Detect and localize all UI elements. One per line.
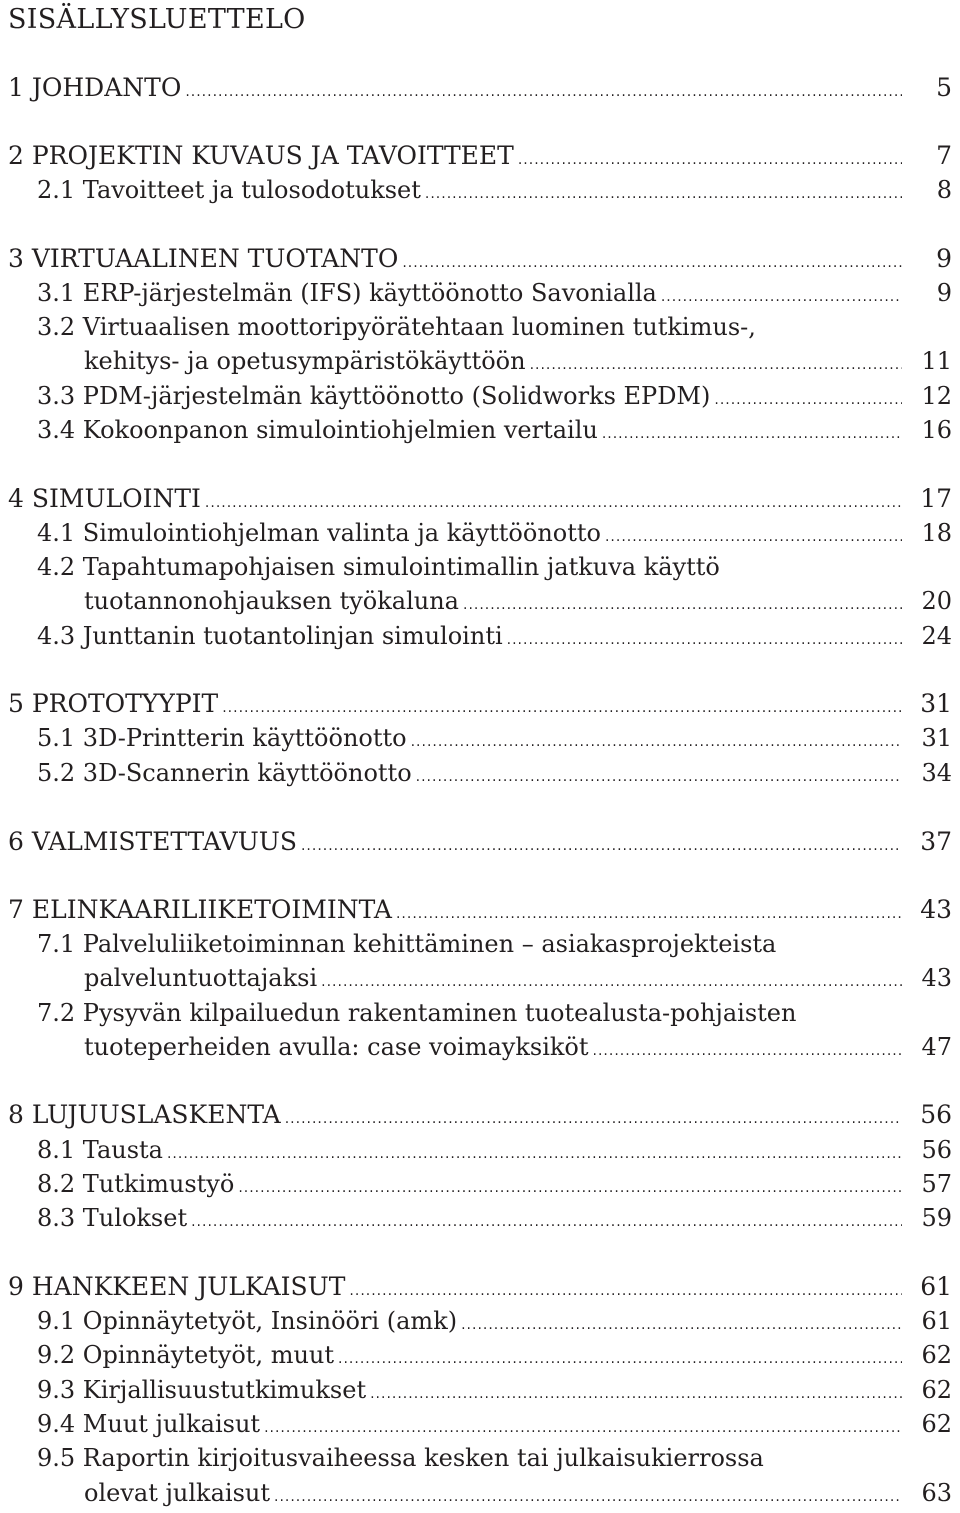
toc-entry xyxy=(84,585,952,621)
toc-entry xyxy=(37,757,952,793)
toc-entry xyxy=(8,140,952,176)
toc-entry-title: 5.2 3D-Scannerin käyttöönotto xyxy=(37,759,412,787)
toc-entry-page-number: 31 xyxy=(920,689,952,718)
dot-leader xyxy=(425,178,902,210)
toc-entry xyxy=(8,243,952,279)
toc-entry xyxy=(8,688,952,724)
dot-leader xyxy=(191,1206,902,1238)
toc-entry-title: 9 HANKKEEN JULKAISUT xyxy=(8,1272,346,1301)
toc-entry-title: 7.2 Pysyvän kilpailuedun rakentaminen tuotealusta-pohjaisten xyxy=(37,999,797,1027)
toc-entry-page-number: 61 xyxy=(920,1272,952,1301)
toc-entry-page-number: 59 xyxy=(921,1204,952,1232)
toc-entry xyxy=(84,345,952,381)
toc-entry-title: tuoteperheiden avulla: case voimayksiköt xyxy=(84,1033,589,1061)
dot-leader xyxy=(264,1412,902,1444)
toc-entry-page-number: 9 xyxy=(936,244,952,273)
toc-entry-page-number: 62 xyxy=(921,1410,952,1438)
toc-entry-title: 3.2 Virtuaalisen moottoripyörätehtaan luominen tutkimus-, xyxy=(37,313,756,341)
toc-heading: SISÄLLYSLUETTELO xyxy=(8,4,306,35)
toc-entry-title: 4 SIMULOINTI xyxy=(8,484,201,513)
toc-entry-page-number: 61 xyxy=(921,1307,952,1335)
dot-leader xyxy=(605,521,902,553)
toc-entry-title: palveluntuottajaksi xyxy=(84,964,318,992)
toc-entry-title: 5.1 3D-Printterin käyttöönotto xyxy=(37,724,407,752)
toc-entry-page-number: 24 xyxy=(921,622,952,650)
toc-entry-page-number: 7 xyxy=(936,141,952,170)
toc-entry xyxy=(37,1339,952,1375)
dot-leader xyxy=(461,1309,902,1341)
dot-leader xyxy=(205,487,902,519)
dot-leader xyxy=(402,247,902,279)
toc-entry xyxy=(84,1477,952,1513)
dot-leader xyxy=(416,761,902,793)
dot-leader xyxy=(507,624,902,656)
toc-entry-title: 3.4 Kokoonpanon simulointiohjelmien vertailu xyxy=(37,416,598,444)
toc-entry xyxy=(37,551,952,583)
dot-leader xyxy=(411,726,902,758)
dot-leader xyxy=(238,1172,902,1204)
dot-leader xyxy=(338,1343,902,1375)
toc-entry xyxy=(84,1031,952,1067)
dot-leader xyxy=(167,1138,902,1170)
toc-entry-title: 3.3 PDM-järjestelmän käyttöönotto (Solidworks EPDM) xyxy=(37,382,711,410)
toc-entry-page-number: 8 xyxy=(936,176,952,204)
toc-entry-page-number: 9 xyxy=(936,279,952,307)
toc-entry-title: 4.1 Simulointiohjelman valinta ja käyttöönotto xyxy=(37,519,601,547)
toc-entry-page-number: 31 xyxy=(921,724,952,752)
toc-entry xyxy=(8,1271,952,1307)
toc-entry-title: 9.2 Opinnäytetyöt, muut xyxy=(37,1341,335,1369)
toc-entry-page-number: 56 xyxy=(921,1136,952,1164)
toc-entry xyxy=(37,722,952,758)
toc-entry-page-number: 47 xyxy=(921,1033,952,1061)
dot-leader xyxy=(396,898,902,930)
toc-entry-page-number: 16 xyxy=(921,416,952,444)
toc-entry-page-number: 43 xyxy=(921,964,952,992)
toc-entry-title: 1 JOHDANTO xyxy=(8,73,182,102)
dot-leader xyxy=(714,384,902,416)
toc-entry xyxy=(37,997,952,1029)
toc-entry xyxy=(8,72,952,108)
toc-entry xyxy=(37,1134,952,1170)
toc-entry-page-number: 62 xyxy=(921,1341,952,1369)
toc-entry xyxy=(37,1168,952,1204)
toc-entry xyxy=(8,894,952,930)
dot-leader xyxy=(370,1378,902,1410)
dot-leader xyxy=(661,281,902,313)
toc-entry-page-number: 57 xyxy=(921,1170,952,1198)
toc-entry-title: kehitys- ja opetusympäristökäyttöön xyxy=(84,347,526,375)
toc-entry-title: 8.3 Tulokset xyxy=(37,1204,188,1232)
dot-leader xyxy=(593,1035,902,1067)
dot-leader xyxy=(285,1103,902,1135)
toc-entry xyxy=(37,928,952,960)
toc-entry xyxy=(37,1374,952,1410)
toc-entry-page-number: 20 xyxy=(921,587,952,615)
toc-entry-title: 9.4 Muut julkaisut xyxy=(37,1410,261,1438)
toc-entry-title: 2 PROJEKTIN KUVAUS JA TAVOITTEET xyxy=(8,141,514,170)
dot-leader xyxy=(530,349,902,381)
toc-entry xyxy=(37,517,952,553)
dot-leader xyxy=(349,1275,902,1307)
toc-entry-title: 9.1 Opinnäytetyöt, Insinööri (amk) xyxy=(37,1307,458,1335)
toc-entry-title: olevat julkaisut xyxy=(84,1479,270,1507)
toc-entry-title: 7.1 Palveluliiketoiminnan kehittäminen – asiakasprojekteista xyxy=(37,930,777,958)
toc-entry-page-number: 12 xyxy=(921,382,952,410)
toc-entry xyxy=(37,1202,952,1238)
dot-leader xyxy=(274,1481,902,1513)
toc-entry-title: 8.1 Tausta xyxy=(37,1136,163,1164)
dot-leader xyxy=(518,144,902,176)
toc-entry xyxy=(8,826,952,862)
toc-entry xyxy=(8,483,952,519)
toc-entry-page-number: 63 xyxy=(921,1479,952,1507)
toc-entry-title: 7 ELINKAARILIIKETOIMINTA xyxy=(8,895,392,924)
toc-entry xyxy=(37,620,952,656)
toc-entry-title: 9.3 Kirjallisuustutkimukset xyxy=(37,1376,367,1404)
dot-leader xyxy=(222,692,902,724)
toc-entry-title: 8.2 Tutkimustyö xyxy=(37,1170,235,1198)
toc-entry-page-number: 43 xyxy=(920,895,952,924)
toc-entry xyxy=(84,962,952,998)
toc-entry-title: 5 PROTOTYYPIT xyxy=(8,689,219,718)
toc-entry-page-number: 11 xyxy=(921,347,952,375)
dot-leader xyxy=(185,76,902,108)
toc-entry-page-number: 18 xyxy=(921,519,952,547)
toc-entry-title: 3.1 ERP-järjestelmän (IFS) käyttöönotto Savonialla xyxy=(37,279,657,307)
toc-entry xyxy=(37,174,952,210)
toc-entry-page-number: 62 xyxy=(921,1376,952,1404)
toc-entry-page-number: 34 xyxy=(921,759,952,787)
toc-entry xyxy=(37,1442,952,1474)
toc-entry xyxy=(8,1099,952,1135)
toc-entry xyxy=(37,380,952,416)
toc-entry-page-number: 17 xyxy=(920,484,952,513)
dot-leader xyxy=(602,418,902,450)
toc-entry xyxy=(37,414,952,450)
toc-entry-page-number: 56 xyxy=(920,1100,952,1129)
toc-entry-title: 3 VIRTUAALINEN TUOTANTO xyxy=(8,244,399,273)
toc-entry xyxy=(37,311,952,343)
toc-entry xyxy=(37,277,952,313)
toc-entry xyxy=(37,1305,952,1341)
toc-entry-title: 2.1 Tavoitteet ja tulosodotukset xyxy=(37,176,421,204)
toc-entry-page-number: 5 xyxy=(936,73,952,102)
toc-entry-title: 4.3 Junttanin tuotantolinjan simulointi xyxy=(37,622,503,650)
dot-leader xyxy=(321,966,902,998)
toc-entry-title: 6 VALMISTETTAVUUS xyxy=(8,827,297,856)
toc-entry xyxy=(37,1408,952,1444)
dot-leader xyxy=(463,589,902,621)
toc-entry-title: 4.2 Tapahtumapohjaisen simulointimallin jatkuva käyttö xyxy=(37,553,720,581)
toc-entry-title: tuotannonohjauksen työkaluna xyxy=(84,587,459,615)
toc-entry-title: 8 LUJUUSLASKENTA xyxy=(8,1100,281,1129)
toc-entry-page-number: 37 xyxy=(920,827,952,856)
dot-leader xyxy=(301,830,902,862)
toc-entry-title: 9.5 Raportin kirjoitusvaiheessa kesken tai julkaisukierrossa xyxy=(37,1444,764,1472)
